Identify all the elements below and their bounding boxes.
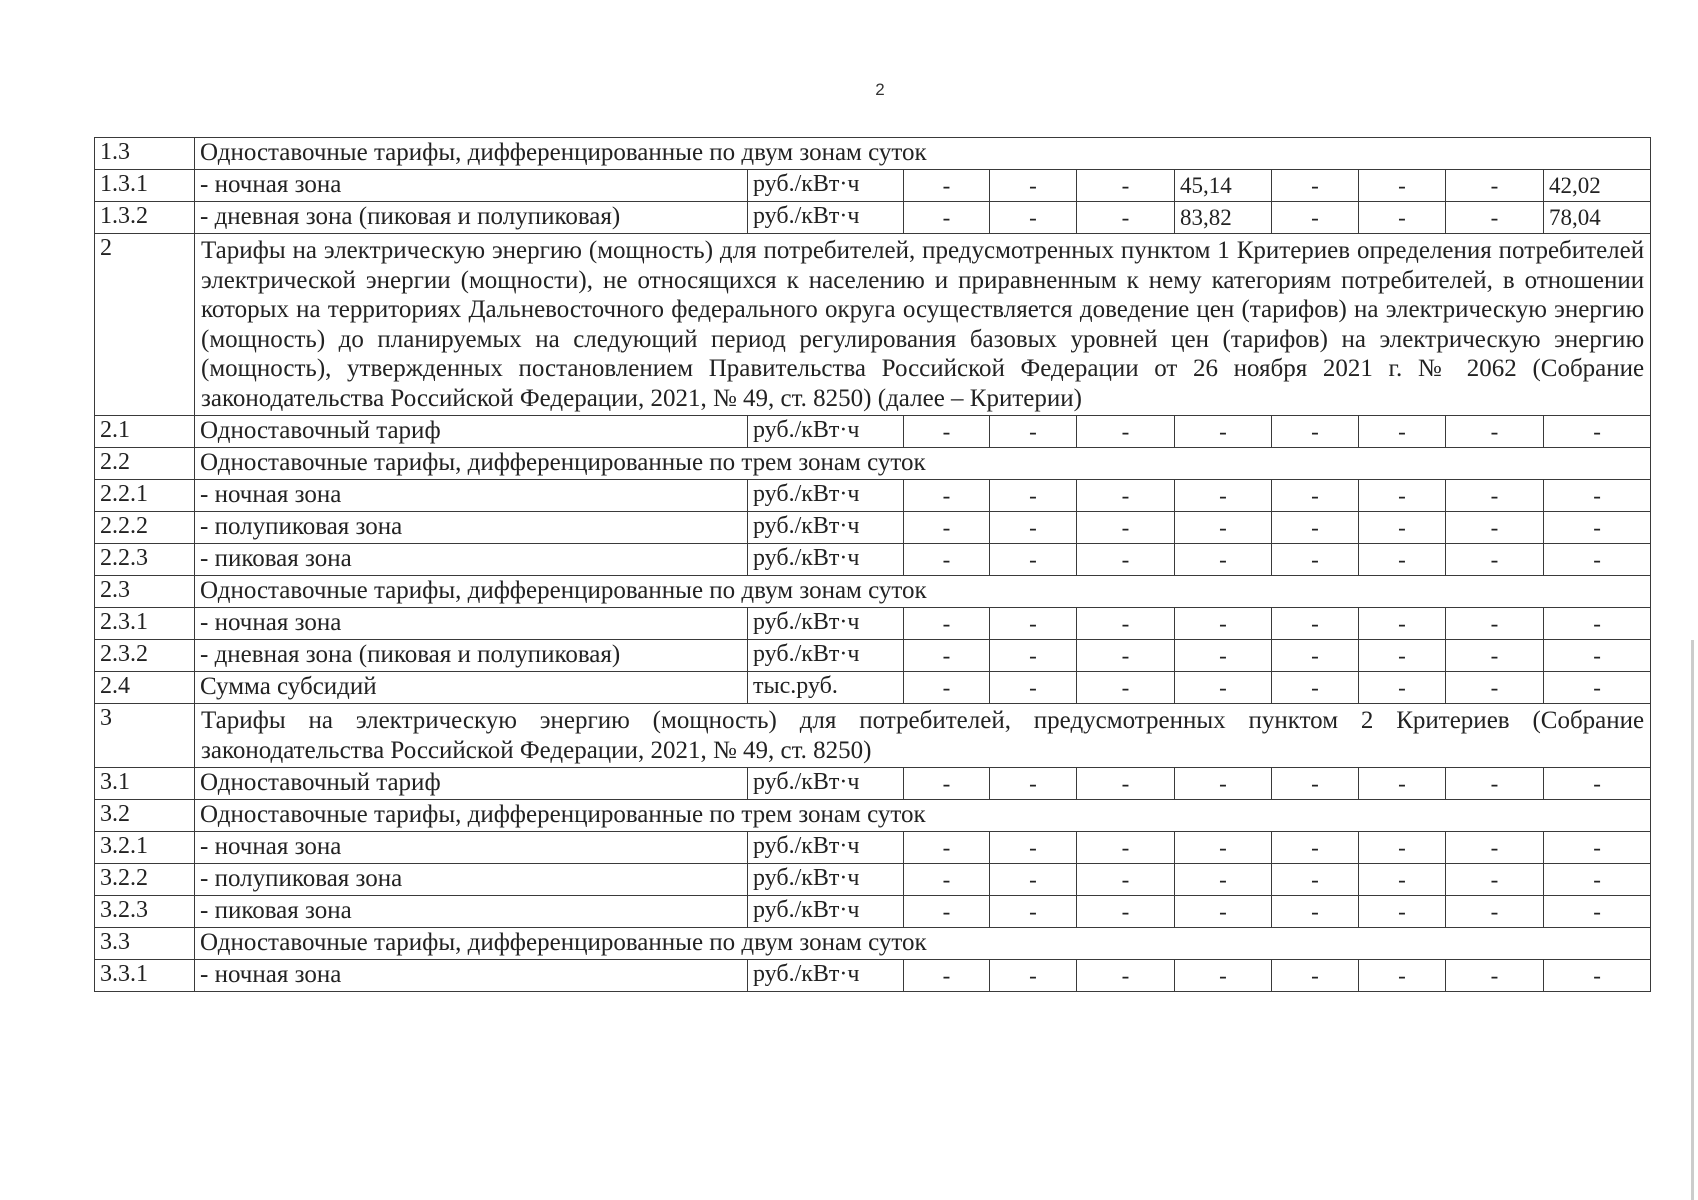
value-cell: - bbox=[1077, 544, 1175, 576]
value-cell: - bbox=[990, 416, 1077, 448]
row-description: - пиковая зона bbox=[195, 544, 748, 576]
value-cell: - bbox=[1446, 608, 1544, 640]
value-cell: - bbox=[1272, 416, 1359, 448]
value-cell: 78,04 bbox=[1544, 202, 1651, 234]
value-cell: - bbox=[904, 672, 990, 704]
row-description: Тарифы на электрическую энергию (мощность) для потребителей, предусмотренных пунктом 1 Критериев определения потребителей электрической энергии (мощности), не относящихся к населению и приравненным к нему категориям потребителей, в отношении которых на территориях Дальневосточного федерального округа осуществляется доведение цен (тарифов) на электрическую энергию (мощность) до планируемых на следующий период регулирования базовых уровней цен (тарифов) на электрическую энергию (мощность), утвержденных постановлением Правительства Российской Федерации от 26 ноября 2021 г. № 2062 (Собрание законодательства Российской Федерации, 2021, № 49, ст. 8250) (далее – Критерии) bbox=[195, 234, 1651, 416]
value-cell: - bbox=[990, 768, 1077, 800]
row-description: Одноставочные тарифы, дифференцированные по трем зонам суток bbox=[195, 800, 1651, 832]
row-description: Одноставочные тарифы, дифференцированные по двум зонам суток bbox=[195, 138, 1651, 170]
value-cell: 45,14 bbox=[1175, 170, 1272, 202]
value-cell: - bbox=[1175, 512, 1272, 544]
row-unit: руб./кВт·ч bbox=[748, 960, 904, 992]
tariff-table bbox=[94, 137, 1651, 992]
row-description: - полупиковая зона bbox=[195, 512, 748, 544]
value-cell: - bbox=[1077, 170, 1175, 202]
value-cell: - bbox=[904, 960, 990, 992]
row-unit: руб./кВт·ч bbox=[748, 608, 904, 640]
row-unit: тыс.руб. bbox=[748, 672, 904, 704]
value-cell: - bbox=[1446, 768, 1544, 800]
value-cell: - bbox=[1359, 640, 1446, 672]
value-cell: - bbox=[990, 832, 1077, 864]
value-cell: - bbox=[1359, 416, 1446, 448]
value-cell: - bbox=[1446, 170, 1544, 202]
row-code: 2.2 bbox=[95, 448, 195, 480]
row-description: Одноставочные тарифы, дифференцированные по трем зонам суток bbox=[195, 448, 1651, 480]
value-cell: - bbox=[1446, 640, 1544, 672]
section-row bbox=[95, 928, 1651, 960]
value-cell: - bbox=[904, 170, 990, 202]
value-cell: - bbox=[1272, 512, 1359, 544]
value-cell: - bbox=[904, 640, 990, 672]
value-cell: - bbox=[1544, 480, 1651, 512]
value-cell: - bbox=[1077, 896, 1175, 928]
value-cell: - bbox=[1272, 170, 1359, 202]
table-row bbox=[95, 832, 1651, 864]
row-code: 2.2.3 bbox=[95, 544, 195, 576]
value-cell: - bbox=[904, 202, 990, 234]
value-cell: - bbox=[1446, 672, 1544, 704]
value-cell: - bbox=[1359, 512, 1446, 544]
row-description: Одноставочный тариф bbox=[195, 416, 748, 448]
table-row bbox=[95, 960, 1651, 992]
row-description: - ночная зона bbox=[195, 170, 748, 202]
row-unit: руб./кВт·ч bbox=[748, 512, 904, 544]
row-description: - дневная зона (пиковая и полупиковая) bbox=[195, 202, 748, 234]
section-row bbox=[95, 704, 1651, 768]
value-cell: - bbox=[1272, 480, 1359, 512]
table-row bbox=[95, 768, 1651, 800]
row-code: 2.3.2 bbox=[95, 640, 195, 672]
value-cell: - bbox=[1446, 544, 1544, 576]
value-cell: - bbox=[1175, 864, 1272, 896]
row-code: 2.2.1 bbox=[95, 480, 195, 512]
row-unit: руб./кВт·ч bbox=[748, 864, 904, 896]
value-cell: - bbox=[1359, 832, 1446, 864]
row-unit: руб./кВт·ч bbox=[748, 202, 904, 234]
value-cell: - bbox=[904, 512, 990, 544]
value-cell: - bbox=[1077, 608, 1175, 640]
value-cell: - bbox=[1175, 480, 1272, 512]
value-cell: - bbox=[904, 832, 990, 864]
section-row bbox=[95, 234, 1651, 416]
value-cell: - bbox=[1272, 202, 1359, 234]
row-unit: руб./кВт·ч bbox=[748, 640, 904, 672]
value-cell: - bbox=[1359, 480, 1446, 512]
value-cell: - bbox=[1272, 832, 1359, 864]
row-unit: руб./кВт·ч bbox=[748, 544, 904, 576]
value-cell: - bbox=[1544, 896, 1651, 928]
row-code: 2.2.2 bbox=[95, 512, 195, 544]
value-cell: - bbox=[990, 608, 1077, 640]
row-code: 2.3.1 bbox=[95, 608, 195, 640]
value-cell: - bbox=[1359, 608, 1446, 640]
row-description: Одноставочный тариф bbox=[195, 768, 748, 800]
value-cell: - bbox=[990, 864, 1077, 896]
row-unit: руб./кВт·ч bbox=[748, 832, 904, 864]
row-code: 2.1 bbox=[95, 416, 195, 448]
value-cell: - bbox=[1175, 960, 1272, 992]
value-cell: - bbox=[1077, 768, 1175, 800]
table-row bbox=[95, 416, 1651, 448]
row-code: 3 bbox=[95, 704, 195, 768]
value-cell: - bbox=[1175, 640, 1272, 672]
value-cell: - bbox=[1272, 608, 1359, 640]
table-row bbox=[95, 864, 1651, 896]
value-cell: - bbox=[904, 544, 990, 576]
row-code: 3.2.1 bbox=[95, 832, 195, 864]
value-cell: - bbox=[1077, 960, 1175, 992]
value-cell: - bbox=[1175, 768, 1272, 800]
value-cell: - bbox=[904, 480, 990, 512]
value-cell: - bbox=[1544, 960, 1651, 992]
table-row bbox=[95, 544, 1651, 576]
section-row bbox=[95, 800, 1651, 832]
table-row bbox=[95, 672, 1651, 704]
value-cell: - bbox=[1359, 960, 1446, 992]
value-cell: 42,02 bbox=[1544, 170, 1651, 202]
table-row bbox=[95, 896, 1651, 928]
row-description: - ночная зона bbox=[195, 608, 748, 640]
value-cell: - bbox=[1175, 832, 1272, 864]
value-cell: - bbox=[1077, 416, 1175, 448]
value-cell: 83,82 bbox=[1175, 202, 1272, 234]
value-cell: - bbox=[990, 544, 1077, 576]
row-code: 2 bbox=[95, 234, 195, 416]
row-code: 1.3.1 bbox=[95, 170, 195, 202]
row-code: 1.3.2 bbox=[95, 202, 195, 234]
value-cell: - bbox=[1077, 512, 1175, 544]
row-unit: руб./кВт·ч bbox=[748, 896, 904, 928]
row-description: Тарифы на электрическую энергию (мощность) для потребителей, предусмотренных пунктом 2 Критериев (Собрание законодательства Российской Федерации, 2021, № 49, ст. 8250) bbox=[195, 704, 1651, 768]
row-unit: руб./кВт·ч bbox=[748, 480, 904, 512]
value-cell: - bbox=[1544, 768, 1651, 800]
value-cell: - bbox=[1272, 672, 1359, 704]
value-cell: - bbox=[1077, 832, 1175, 864]
table-row bbox=[95, 170, 1651, 202]
row-description: - полупиковая зона bbox=[195, 864, 748, 896]
value-cell: - bbox=[1544, 640, 1651, 672]
value-cell: - bbox=[1359, 202, 1446, 234]
value-cell: - bbox=[1359, 170, 1446, 202]
value-cell: - bbox=[1175, 896, 1272, 928]
value-cell: - bbox=[1359, 864, 1446, 896]
value-cell: - bbox=[1272, 896, 1359, 928]
row-code: 3.1 bbox=[95, 768, 195, 800]
value-cell: - bbox=[1359, 896, 1446, 928]
value-cell: - bbox=[1446, 960, 1544, 992]
value-cell: - bbox=[1544, 608, 1651, 640]
row-description: - ночная зона bbox=[195, 832, 748, 864]
row-code: 3.2 bbox=[95, 800, 195, 832]
row-description: Одноставочные тарифы, дифференцированные по двум зонам суток bbox=[195, 928, 1651, 960]
value-cell: - bbox=[1175, 608, 1272, 640]
tariff-table-body bbox=[95, 138, 1651, 992]
section-row bbox=[95, 448, 1651, 480]
value-cell: - bbox=[1544, 672, 1651, 704]
value-cell: - bbox=[1077, 864, 1175, 896]
value-cell: - bbox=[1544, 832, 1651, 864]
row-unit: руб./кВт·ч bbox=[748, 768, 904, 800]
table-row bbox=[95, 608, 1651, 640]
value-cell: - bbox=[1077, 202, 1175, 234]
value-cell: - bbox=[1175, 672, 1272, 704]
value-cell: - bbox=[904, 768, 990, 800]
value-cell: - bbox=[1272, 960, 1359, 992]
value-cell: - bbox=[1446, 416, 1544, 448]
row-code: 3.3 bbox=[95, 928, 195, 960]
row-description: - ночная зона bbox=[195, 960, 748, 992]
value-cell: - bbox=[1359, 768, 1446, 800]
value-cell: - bbox=[1446, 202, 1544, 234]
row-code: 2.3 bbox=[95, 576, 195, 608]
value-cell: - bbox=[1544, 512, 1651, 544]
value-cell: - bbox=[1272, 544, 1359, 576]
value-cell: - bbox=[904, 608, 990, 640]
value-cell: - bbox=[1175, 544, 1272, 576]
row-code: 1.3 bbox=[95, 138, 195, 170]
value-cell: - bbox=[1446, 896, 1544, 928]
value-cell: - bbox=[990, 202, 1077, 234]
row-description: Одноставочные тарифы, дифференцированные по двум зонам суток bbox=[195, 576, 1651, 608]
value-cell: - bbox=[1077, 672, 1175, 704]
value-cell: - bbox=[1175, 416, 1272, 448]
value-cell: - bbox=[1359, 672, 1446, 704]
value-cell: - bbox=[990, 512, 1077, 544]
value-cell: - bbox=[1272, 864, 1359, 896]
table-row bbox=[95, 202, 1651, 234]
value-cell: - bbox=[990, 672, 1077, 704]
value-cell: - bbox=[990, 896, 1077, 928]
row-description: - дневная зона (пиковая и полупиковая) bbox=[195, 640, 748, 672]
table-row bbox=[95, 512, 1651, 544]
row-code: 2.4 bbox=[95, 672, 195, 704]
value-cell: - bbox=[1446, 832, 1544, 864]
row-description: Сумма субсидий bbox=[195, 672, 748, 704]
value-cell: - bbox=[1446, 864, 1544, 896]
value-cell: - bbox=[1359, 544, 1446, 576]
value-cell: - bbox=[1544, 416, 1651, 448]
value-cell: - bbox=[990, 480, 1077, 512]
row-code: 3.3.1 bbox=[95, 960, 195, 992]
value-cell: - bbox=[1272, 640, 1359, 672]
value-cell: - bbox=[990, 170, 1077, 202]
value-cell: - bbox=[904, 416, 990, 448]
value-cell: - bbox=[904, 864, 990, 896]
value-cell: - bbox=[1544, 864, 1651, 896]
row-code: 3.2.2 bbox=[95, 864, 195, 896]
value-cell: - bbox=[990, 960, 1077, 992]
scan-edge-mark bbox=[1691, 640, 1694, 1200]
value-cell: - bbox=[990, 640, 1077, 672]
value-cell: - bbox=[904, 896, 990, 928]
row-description: - пиковая зона bbox=[195, 896, 748, 928]
value-cell: - bbox=[1077, 640, 1175, 672]
table-row bbox=[95, 480, 1651, 512]
section-row bbox=[95, 576, 1651, 608]
value-cell: - bbox=[1077, 480, 1175, 512]
row-unit: руб./кВт·ч bbox=[748, 416, 904, 448]
row-description: - ночная зона bbox=[195, 480, 748, 512]
value-cell: - bbox=[1272, 768, 1359, 800]
page-number: 2 bbox=[875, 80, 885, 99]
value-cell: - bbox=[1446, 512, 1544, 544]
row-code: 3.2.3 bbox=[95, 896, 195, 928]
value-cell: - bbox=[1544, 544, 1651, 576]
table-row bbox=[95, 640, 1651, 672]
value-cell: - bbox=[1446, 480, 1544, 512]
row-unit: руб./кВт·ч bbox=[748, 170, 904, 202]
section-row bbox=[95, 138, 1651, 170]
